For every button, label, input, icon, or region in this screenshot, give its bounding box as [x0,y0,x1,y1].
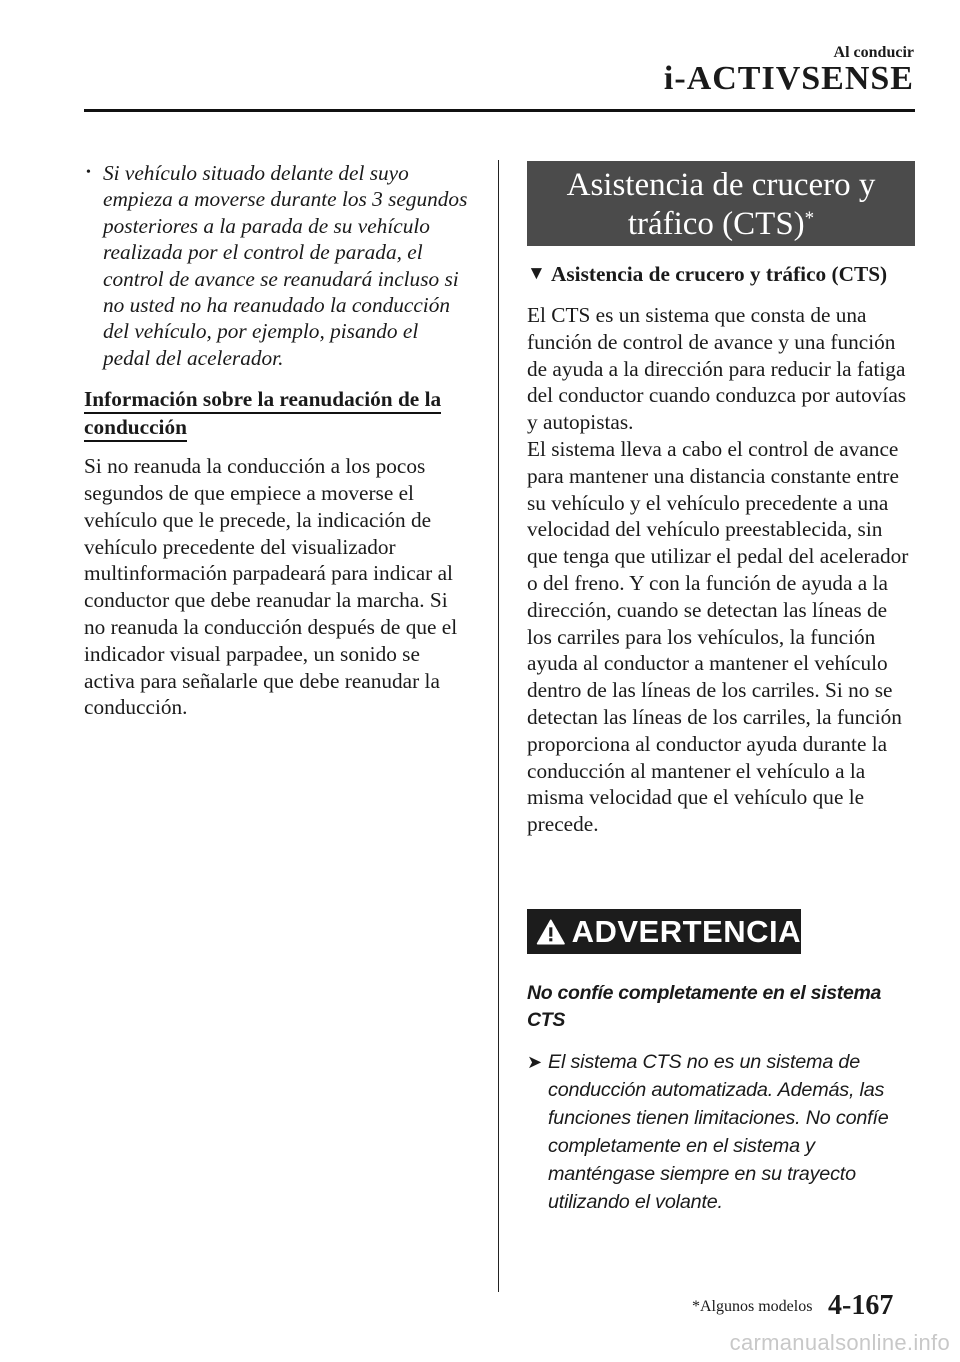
right-paragraph-1: El CTS es un sistema que consta de una función de control de avance y una función de ayuda a la dirección para reducir la fatiga del conductor cuando conduzca por autovías y autopistas. [527,303,907,435]
bullet-marker: • [86,165,91,180]
warning-item [527,1048,915,1216]
subheading-text: Información sobre la reanudación de la conducción [84,387,441,442]
column-divider [498,160,499,1292]
warning-title: No confíe completamente en el sistema CTS [527,982,882,1031]
bullet-item [84,160,469,371]
bullet-text: Si vehículo situado delante del suyo empieza a moverse durante los 3 segundos posteriores a la parada de su vehículo realizada por el control de parada, el control de avance se reanudará incluso si no usted no ha reanudado la conducción del vehículo, por ejemplo, pisando el pedal del acelerador. [103,161,468,370]
chapter-title: Al conducir [833,44,914,61]
section-title-box [527,161,915,246]
page-number: 4-167 [828,1290,894,1321]
title-line-1: Asistencia de crucero y [566,167,876,203]
title-line-2 [527,205,915,244]
warning-label: ADVERTENCIA [571,913,801,949]
watermark: carmanualsonline.info [729,1330,950,1355]
warning-item-text: El sistema CTS no es un sistema de conducción automatizada. Además, las funciones tienen limitaciones. No confíe completamente en el sistema y manténgase siempre en su trayecto utilizando el volante. [548,1051,889,1213]
right-column [527,260,915,838]
title-line-2-text: tráfico (CTS) [627,206,805,242]
warning-content [527,980,915,1216]
arrow-right-icon: ➤ [527,1052,542,1072]
warning-icon [536,915,566,949]
section-heading [527,260,915,288]
section-title: i-ACTIVSENSE [663,60,914,97]
section-heading-text: Asistencia de crucero y tráfico (CTS) [551,262,888,286]
triangle-down-icon: ▼ [527,263,546,284]
left-paragraph: Si no reanuda la conducción a los pocos segundos de que empiece a moverse el vehículo que le precede, la indicación de vehículo precedente del visualizador multinformación parpadeará para indicar al conductor que debe reanudar la marcha. Si no reanuda la conducción después de que el indicador visual parpadee, un sonido se activa para señalarle que debe reanudar la conducción. [84,454,458,720]
warning-badge [527,909,801,954]
title-asterisk: * [804,208,815,229]
header-rule [84,109,915,112]
subheading [84,385,469,441]
footnote: *Algunos modelos [692,1298,813,1315]
left-column [84,160,469,721]
right-paragraph-2: El sistema lleva a cabo el control de avance para mantener una distancia constante entre su vehículo y el vehículo precedente a una velocidad del vehículo preestablecida, sin que tenga que utilizar el pedal del acelerador o del freno. Y con la función de ayuda a la dirección, cuando se detectan las líneas de los carriles para los vehículos, la función ayuda al conductor a mantener el vehículo dentro de las líneas de los carriles. Si no se detectan las líneas de los carriles, la función proporciona al conductor ayuda durante la conducción al mantener el vehículo a la misma velocidad que el vehículo que le precede. [527,436,909,837]
